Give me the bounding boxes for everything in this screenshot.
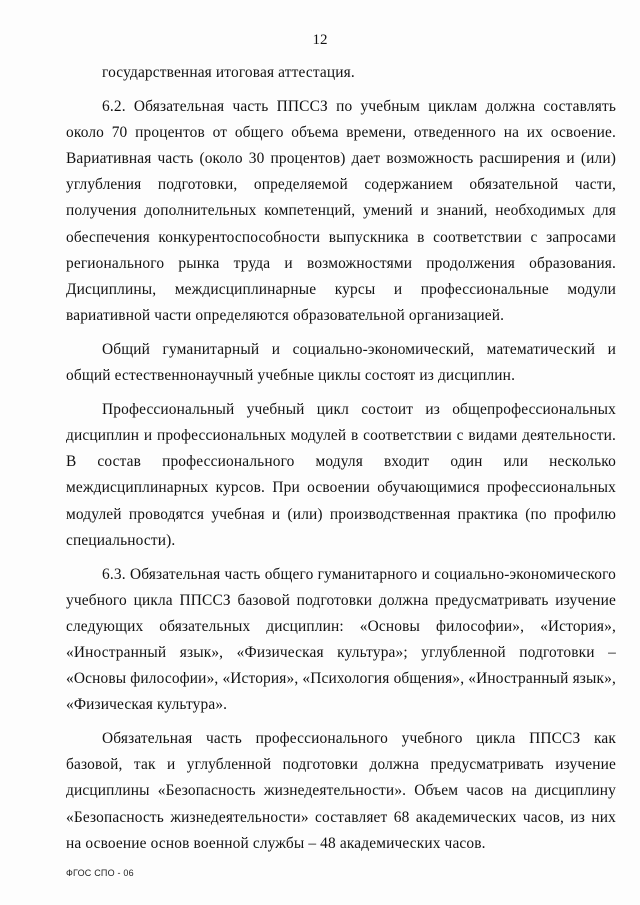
paragraph-6-3: 6.3. Обязательная часть общего гуманитарного и социально-экономического учебного цикла ППССЗ базовой подготовки должна предусматривать изучение следующих обязательных дисциплин: «Основы философии», «История», «Иностранный язык», «Физическая культура»; углубленной подготовки – «Основы философии», «История», «Психология общения», «Иностранный язык», «Физическая культура». xyxy=(66,565,616,714)
paragraph-life-safety: Обязательная часть профессионального учебного цикла ППССЗ как базовой, так и углубленной подготовки должна предусматривать изучение дисциплины «Безопасность жизнедеятельности». Объем часов на дисциплину «Безопасность жизнедеятельности» составляет 68 академических часов, из них на освоение основ военной службы – 48 академических часов. xyxy=(66,730,616,852)
document-body xyxy=(66,60,616,857)
footer-code: ФГОС СПО - 06 xyxy=(66,868,134,878)
paragraph-6-2: 6.2. Обязательная часть ППССЗ по учебным циклам должна составлять около 70 процентов от общего объема времени, отведенного на их освоение. Вариативная часть (около 30 процентов) дает возможность расширения и (или) углубления подготовки, определяемой содержанием обязательной части, получения дополнительных компетенций, умений и знаний, необходимых для обеспечения конкурентоспособности выпускника в соответствии с запросами регионального рынка труда и возможностями продолжения образования. Дисциплины, междисциплинарные курсы и профессиональные модули вариативной части определяются образовательной организацией. xyxy=(66,98,616,324)
page-number: 12 xyxy=(312,32,328,48)
paragraph-continuation: государственная итоговая аттестация. xyxy=(102,64,355,81)
paragraph-professional-cycle: Профессиональный учебный цикл состоит из общепрофессиональных дисциплин и профессиональных модулей в соответствии с видами деятельности. В состав профессионального модуля входит один или несколько междисциплинарных курсов. При освоении обучающимися профессиональных модулей проводятся учебная и (или) производственная практика (по профилю специальности). xyxy=(66,401,616,549)
paragraph-general-cycles: Общий гуманитарный и социально-экономический, математический и общий естественнонаучный учебные циклы состоят из дисциплин. xyxy=(66,340,616,385)
